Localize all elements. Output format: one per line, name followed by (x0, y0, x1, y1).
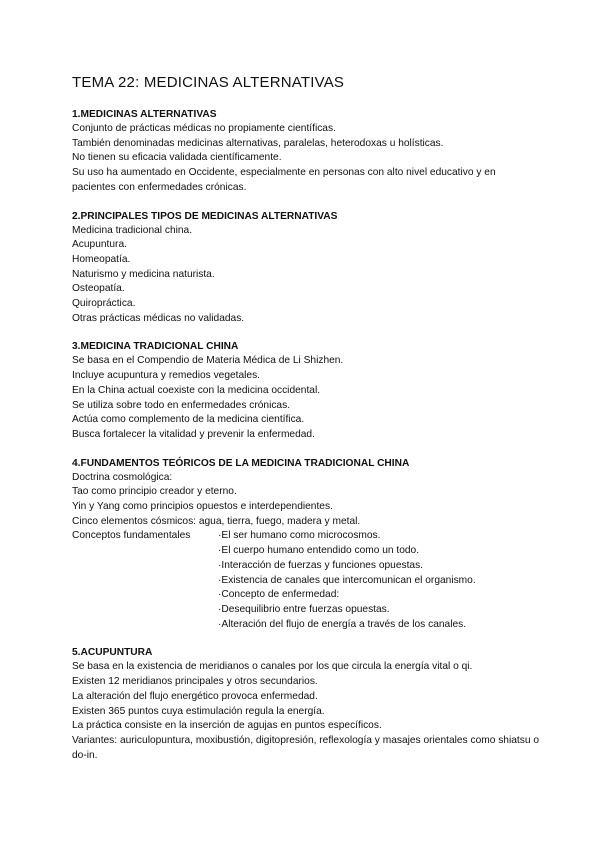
concept-item: ·Desequilibrio entre fuerzas opuestas. (218, 603, 390, 615)
text-line: Su uso ha aumentado en Occidente, especialmente en personas con alto nivel educativo y en pacientes con enfermedades crónicas. (72, 167, 496, 193)
concept-item: ·Concepto de enfermedad: (218, 589, 340, 601)
list-item: Acupuntura. (72, 239, 127, 251)
list-item: Naturismo y medicina naturista. (72, 268, 215, 280)
text-line: Incluye acupuntura y remedios vegetales. (72, 370, 261, 382)
concepts-list (218, 529, 542, 632)
concept-item: ·Interacción de fuerzas y funciones opuestas. (218, 559, 423, 571)
text-line: Se utiliza sobre todo en enfermedades crónicas. (72, 399, 291, 411)
concepts-label: Conceptos fundamentales (72, 530, 191, 542)
section-medicinas-alternativas (72, 108, 542, 196)
text-line: Tao como principio creador y eterno. (72, 486, 237, 498)
section-heading: 1.MEDICINAS ALTERNATIVAS (72, 109, 217, 120)
list-item: Medicina tradicional china. (72, 224, 193, 236)
text-line: Yin y Yang como principios opuestos e interdependientes. (72, 501, 333, 513)
section-heading: 4.FUNDAMENTOS TEÓRICOS DE LA MEDICINA TRADICIONAL CHINA (72, 457, 410, 469)
text-line: La alteración del flujo energético provoca enfermedad. (72, 690, 318, 702)
text-line: Existen 12 meridianos principales y otros secundarios. (72, 676, 318, 688)
text-line: Se basa en la existencia de meridianos o canales por los que circula la energía vital o qi. (72, 661, 473, 673)
list-item: Quiropráctica. (72, 298, 136, 310)
text-line: Conjunto de prácticas médicas no propiamente científicas. (72, 123, 336, 134)
concept-item: ·El cuerpo humano entendido como un todo. (218, 545, 420, 557)
text-line: No tienen su eficacia validada científicamente. (72, 152, 282, 164)
section-medicina-tradicional-china (72, 340, 542, 442)
section-heading: 5.ACUPUNTURA (72, 647, 153, 659)
section-heading: 2.PRINCIPALES TIPOS DE MEDICINAS ALTERNATIVAS (72, 210, 338, 222)
list-item: Homeopatía. (72, 253, 131, 265)
list-item: Osteopatía. (72, 283, 125, 295)
concept-item: ·Alteración del flujo de energía a través de los canales. (218, 618, 467, 630)
text-line: En la China actual coexiste con la medicina occidental. (72, 384, 321, 396)
document-page (72, 74, 542, 777)
text-line: Busca fortalecer la vitalidad y prevenir la enfermedad. (72, 428, 315, 440)
section-principales-tipos (72, 210, 542, 327)
text-line: Doctrina cosmológica: (72, 471, 173, 483)
section-heading: 3.MEDICINA TRADICIONAL CHINA (72, 341, 239, 353)
list-item: Otras prácticas médicas no validadas. (72, 312, 245, 324)
document-title: TEMA 22: MEDICINAS ALTERNATIVAS (72, 74, 345, 91)
concept-item: ·El ser humano como microcosmos. (218, 530, 381, 542)
text-line: Cinco elementos cósmicos: agua, tierra, fuego, madera y metal. (72, 515, 361, 527)
text-line: También denominadas medicinas alternativas, paralelas, heterodoxas u holísticas. (72, 137, 444, 149)
concepts-block (72, 529, 542, 632)
text-line: Existen 365 puntos cuya estimulación regula la energía. (72, 705, 325, 717)
text-line: La práctica consiste en la inserción de agujas en puntos específicos. (72, 720, 382, 732)
section-acupuntura (72, 646, 542, 763)
text-line: Variantes: auriculopuntura, moxibustión, digitopresión, reflexología y masajes orientales como shiatsu o do-in. (72, 734, 539, 761)
concept-item: ·Existencia de canales que intercomunican el organismo. (218, 574, 476, 586)
text-line: Actúa como complemento de la medicina científica. (72, 414, 305, 426)
section-fundamentos-teoricos (72, 457, 542, 633)
text-line: Se basa en el Compendio de Materia Médica de Li Shizhen. (72, 355, 344, 367)
